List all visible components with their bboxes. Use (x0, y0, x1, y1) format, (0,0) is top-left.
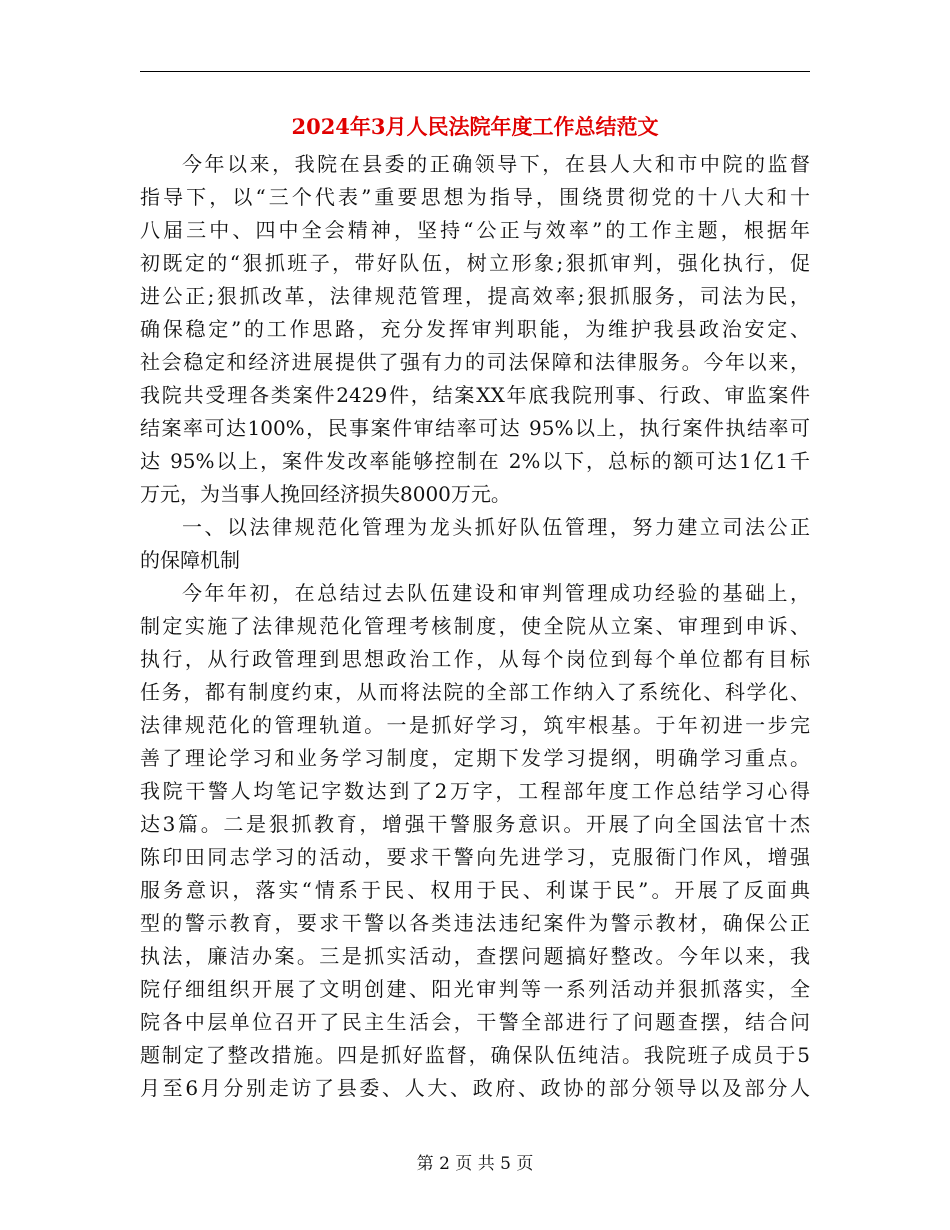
text-line: 院仔细组织开展了文明创建、阳光审判等一系列活动并狠抓落实，全 (140, 977, 810, 1001)
header-rule (140, 71, 810, 72)
text-line: 陈印田同志学习的活动，要求干警向先进学习，克服衙门作风，增强 (140, 845, 810, 869)
section-heading-line: 的保障机制 (140, 548, 240, 572)
text-line: 今年年初，在总结过去队伍建设和审判管理成功经验的基础上， (182, 581, 810, 605)
text-line: 执法，廉洁办案。三是抓实活动，查摆问题搞好整改。今年以来，我 (140, 944, 810, 968)
document-title: 2024年3月人民法院年度工作总结范文 (291, 114, 659, 139)
text-line: 进公正;狠抓改革，法律规范管理，提高效率;狠抓服务，司法为民， (140, 284, 810, 308)
text-line: 八届三中、四中全会精神，坚持“公正与效率”的工作主题，根据年 (140, 218, 810, 242)
text-line: 任务，都有制度约束，从而将法院的全部工作纳入了系统化、科学化、 (140, 680, 810, 704)
text-line: 初既定的“狠抓班子，带好队伍，树立形象;狠抓审判，强化执行，促 (140, 251, 810, 275)
text-line: 制定实施了法律规范化管理考核制度，使全院从立案、审理到申诉、 (140, 614, 810, 638)
text-line: 万元，为当事人挽回经济损失8000万元。 (140, 482, 511, 506)
text-line: 执行，从行政管理到思想政治工作，从每个岗位到每个单位都有目标 (140, 647, 810, 671)
text-line: 型的警示教育，要求干警以各类违法违纪案件为警示教材，确保公正 (140, 911, 810, 935)
text-line: 我院共受理各类案件2429件，结案XX年底我院刑事、行政、审监案件 (140, 383, 810, 407)
text-line: 我院干警人均笔记字数达到了2万字，工程部年度工作总结学习心得 (140, 779, 810, 803)
text-line: 今年以来，我院在县委的正确领导下，在县人大和市中院的监督 (182, 152, 810, 176)
text-line: 社会稳定和经济进展提供了强有力的司法保障和法律服务。今年以来， (140, 350, 810, 374)
section-heading-line: 一、以法律规范化管理为龙头抓好队伍管理，努力建立司法公正 (182, 515, 810, 539)
text-line: 结案率可达100%，民事案件审结率可达 95%以上，执行案件执结率可 (140, 416, 810, 440)
text-line: 月至6月分别走访了县委、人大、政府、政协的部分领导以及部分人 (140, 1076, 810, 1100)
text-line: 确保稳定”的工作思路，充分发挥审判职能，为维护我县政治安定、 (140, 317, 810, 341)
text-line: 指导下，以“三个代表”重要思想为指导，围绕贯彻党的十八大和十 (140, 185, 810, 209)
page-number: 第 2 页 共 5 页 (416, 1154, 534, 1174)
text-line: 题制定了整改措施。四是抓好监督，确保队伍纯洁。我院班子成员于5 (140, 1043, 810, 1067)
document-body (140, 148, 810, 1105)
text-line: 达3篇。二是狠抓教育，增强干警服务意识。开展了向全国法官十杰 (140, 812, 810, 836)
text-line: 服务意识，落实“情系于民、权用于民、利谋于民”。开展了反面典 (140, 878, 810, 902)
text-line: 达 95%以上，案件发改率能够控制在 2%以下，总标的额可达1亿1千 (140, 449, 810, 473)
text-line: 院各中层单位召开了民主生活会，干警全部进行了问题查摆，结合问 (140, 1010, 810, 1034)
text-line: 法律规范化的管理轨道。一是抓好学习，筑牢根基。于年初进一步完 (140, 713, 810, 737)
text-line: 善了理论学习和业务学习制度，定期下发学习提纲，明确学习重点。 (140, 746, 810, 770)
